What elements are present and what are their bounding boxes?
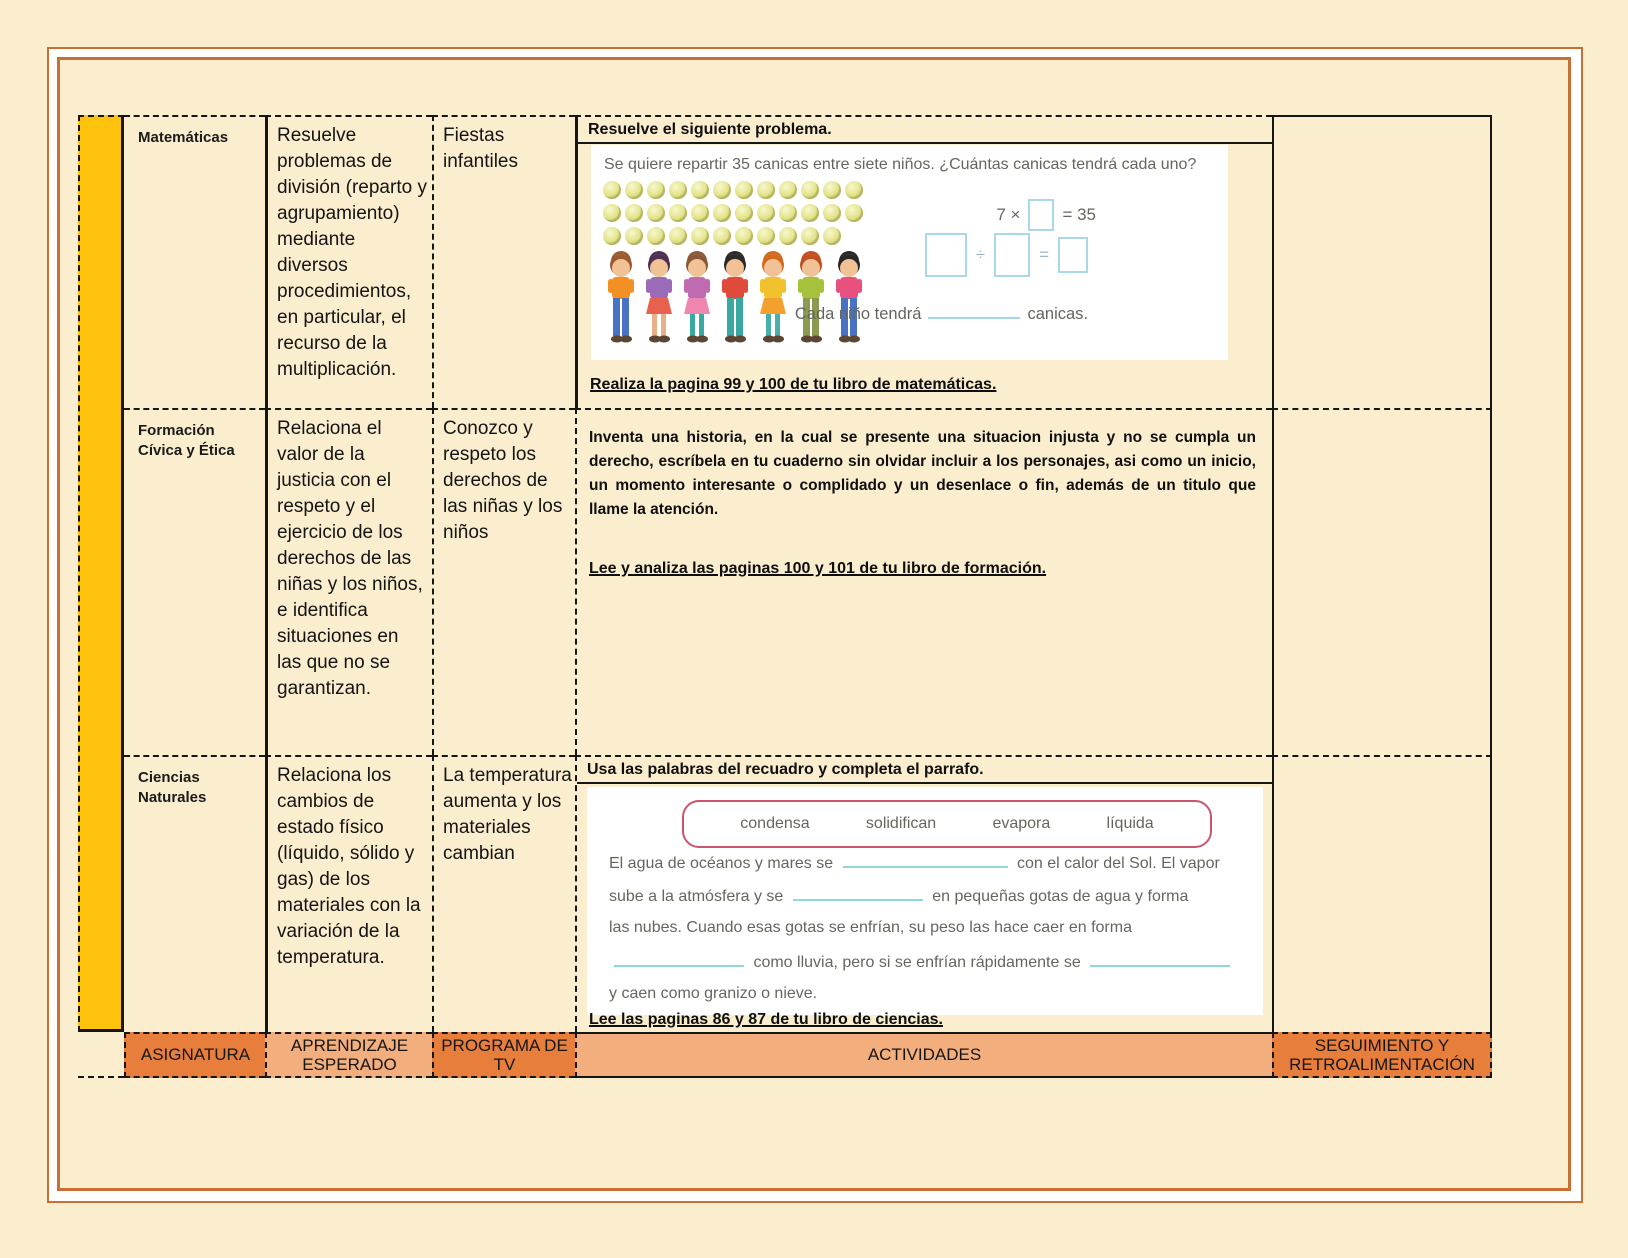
cloze-text: con el calor del Sol. El vapor (1012, 855, 1220, 872)
marble-icon (757, 181, 775, 199)
footer-header-asignatura: ASIGNATURA (124, 1032, 265, 1078)
marble-icon (669, 181, 687, 199)
marble-grid (603, 181, 867, 250)
learning-cell-ciencias: Relaciona los cambios de estado físico (líquido, sólido y gas) de los materiales con la variación de la temperatura. (265, 755, 432, 1032)
answer-blank (928, 303, 1020, 319)
activities-cell-ciencias (575, 755, 1272, 1032)
footer-header-seguimiento: SEGUIMIENTO Y RETROALIMENTACIÓN (1272, 1032, 1492, 1078)
followup-cell-matematicas (1272, 115, 1492, 408)
marble-icon (713, 227, 731, 245)
cloze-line (609, 952, 1249, 985)
cloze-blank (614, 952, 744, 967)
accent-strip (78, 115, 124, 1032)
marble-icon (845, 181, 863, 199)
marble-icon (735, 181, 753, 199)
word-bank (682, 800, 1212, 848)
marble-icon (823, 227, 841, 245)
marble-icon (603, 181, 621, 199)
marble-icon (603, 227, 621, 245)
marble-icon (625, 181, 643, 199)
marble-icon (713, 181, 731, 199)
marble-icon (735, 227, 753, 245)
marble-icon (691, 181, 709, 199)
marble-icon (669, 227, 687, 245)
followup-cell-formacion (1272, 408, 1492, 755)
word-bank-item: condensa (740, 815, 810, 832)
equation-prefix: 7 × (996, 205, 1021, 224)
footer-header-aprendizaje-esperado: APRENDIZAJE ESPERADO (265, 1032, 432, 1078)
activities-title: Resuelve el siguiente problema. (578, 117, 1272, 144)
subject-cell-matematicas: Matemáticas (124, 115, 265, 408)
activities-body: Inventa una historia, en la cual se presente una situacion injusta y no se cumpla un derecho, escríbela en tu cuaderno sin olvidar incluir a los personajes, asi como un inicio, un momento interesante o complidado y un desenlace o fin, además de un titulo que llame la atención. (589, 429, 1256, 519)
cloze-text: como lluvia, pero si se enfrían rápidamente se (749, 954, 1086, 971)
answer-prefix: Cada niño tendrá (794, 305, 922, 323)
cloze-line (609, 853, 1249, 886)
homework-line-matematicas: Realiza la pagina 99 y 100 de tu libro de matemáticas. (590, 376, 997, 393)
marble-icon (845, 204, 863, 222)
marble-icon (801, 204, 819, 222)
division-equation (925, 233, 1088, 277)
cloze-text: y caen como granizo o nieve. (609, 985, 818, 1002)
worksheet-question: Se quiere repartir 35 canicas entre siete niños. ¿Cuántas canicas tendrá cada uno? (604, 156, 1197, 173)
marble-icon (625, 204, 643, 222)
marble-icon (801, 181, 819, 199)
footer-header-programa-de-tv: PROGRAMA DE TV (432, 1032, 575, 1078)
marble-row (603, 204, 867, 227)
word-bank-item: líquida (1106, 815, 1154, 832)
cloze-line (609, 886, 1249, 919)
lesson-plan-table (78, 115, 1492, 1078)
word-bank-item: evapora (992, 815, 1051, 832)
learning-cell-formacion: Relaciona el valor de la justicia con el respeto y el ejercicio de los derechos de las niñas y los niños, e identifica situaciones en las que no se garantizan. (265, 408, 432, 755)
marble-icon (823, 204, 841, 222)
multiplication-equation (996, 199, 1096, 231)
marble-icon (691, 204, 709, 222)
division-sign: ÷ (975, 245, 986, 264)
learning-cell-matematicas: Resuelve problemas de división (reparto y agrupamiento) mediante diversos procedimientos, en particular, el recurso de la multiplicación. (265, 115, 432, 408)
equals-sign: = (1039, 245, 1049, 264)
activities-cell-formacion (575, 408, 1272, 755)
cloze-blank (793, 886, 923, 901)
equation-suffix: = 35 (1062, 205, 1096, 224)
marble-icon (779, 227, 797, 245)
answer-sentence (795, 303, 1088, 324)
homework-line-formacion: Lee y analiza las paginas 100 y 101 de tu libro de formación. (589, 560, 1047, 577)
marble-icon (647, 181, 665, 199)
children-illustration (599, 248, 879, 356)
math-worksheet-image (591, 145, 1228, 360)
tv-cell-matematicas: Fiestas infantiles (432, 115, 575, 408)
marble-icon (757, 227, 775, 245)
division-box-divisor (994, 233, 1030, 277)
footer-header-actividades: ACTIVIDADES (575, 1032, 1272, 1078)
marble-row (603, 227, 867, 250)
marble-icon (801, 227, 819, 245)
cloze-text: El agua de océanos y mares se (609, 855, 838, 872)
activities-title: Usa las palabras del recuadro y completa el parrafo. (577, 757, 1272, 784)
homework-line-ciencias: Lee las paginas 86 y 87 de tu libro de ciencias. (589, 1011, 943, 1028)
cloze-line (609, 919, 1249, 952)
footer-spacer-cell (78, 1032, 124, 1078)
marble-icon (779, 204, 797, 222)
cloze-blank (843, 853, 1008, 868)
marble-icon (603, 204, 621, 222)
subject-cell-ciencias: Ciencias Naturales (124, 755, 265, 1032)
marble-icon (779, 181, 797, 199)
marble-icon (647, 204, 665, 222)
answer-suffix: canicas. (1027, 305, 1088, 323)
marble-icon (713, 204, 731, 222)
division-box-dividend (925, 233, 967, 277)
marble-icon (691, 227, 709, 245)
marble-icon (625, 227, 643, 245)
marble-icon (647, 227, 665, 245)
marble-icon (823, 181, 841, 199)
tv-cell-ciencias: La temperatura aumenta y los materiales cambian (432, 755, 575, 1032)
equation-answer-box (1028, 199, 1054, 231)
cloze-text: en pequeñas gotas de agua y forma (927, 888, 1189, 905)
cloze-paragraph (609, 853, 1249, 1018)
word-bank-item: solidifican (865, 815, 937, 832)
science-worksheet-image (587, 787, 1263, 1015)
cloze-text: sube a la atmósfera y se (609, 888, 788, 905)
subject-cell-formacion: Formación Cívica y Ética (124, 408, 265, 755)
activities-cell-matematicas (575, 115, 1272, 408)
followup-cell-ciencias (1272, 755, 1492, 1032)
cloze-blank (1090, 952, 1230, 967)
marble-row (603, 181, 867, 204)
division-box-quotient (1058, 237, 1088, 273)
marble-icon (669, 204, 687, 222)
marble-icon (757, 204, 775, 222)
tv-cell-formacion: Conozco y respeto los derechos de las niñas y los niños (432, 408, 575, 755)
cloze-text: las nubes. Cuando esas gotas se enfrían, su peso las hace caer en forma (609, 919, 1132, 936)
marble-icon (735, 204, 753, 222)
